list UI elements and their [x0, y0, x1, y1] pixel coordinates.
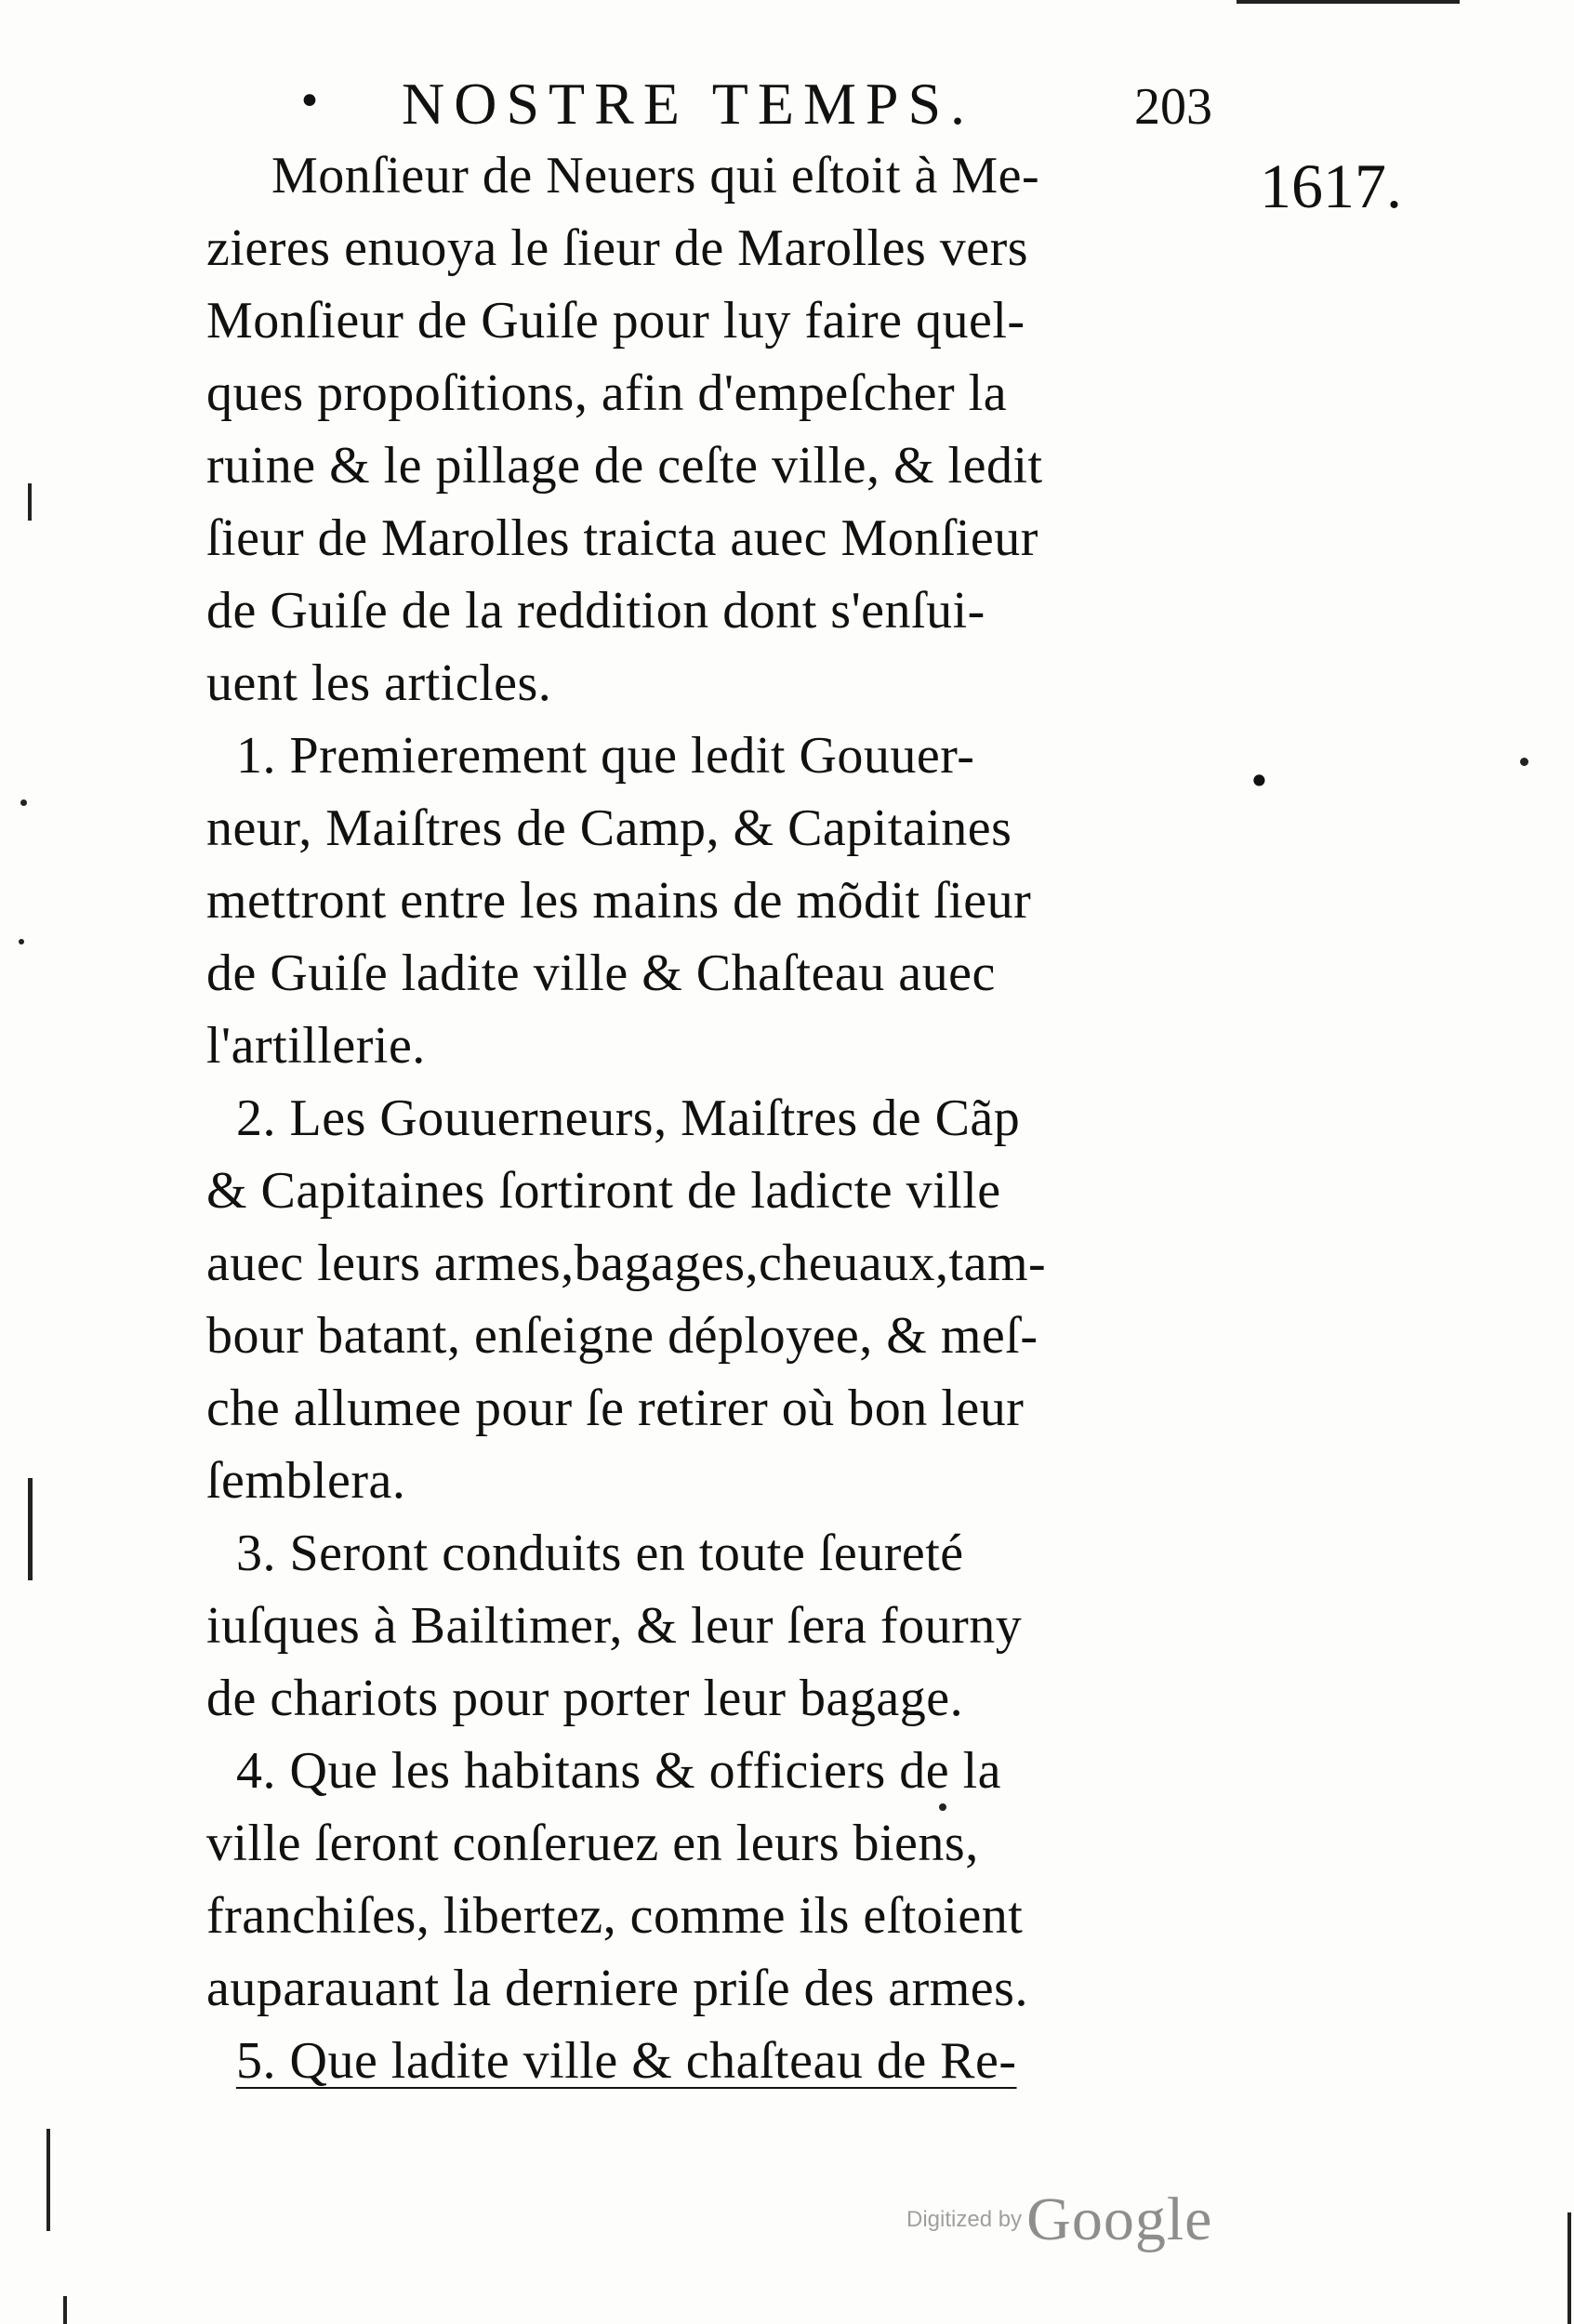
text-line: ques propoſitions, afin d'empeſcher la: [206, 364, 1008, 422]
article-1-line: 1. Premierement que ledit Gouuer-: [236, 727, 975, 785]
scan-speck: [1520, 758, 1528, 766]
scan-speck: [63, 2296, 67, 2324]
digitization-watermark: [906, 2185, 1212, 2268]
text-line: iuſques à Bailtimer, & leur ſera fourny: [206, 1597, 1023, 1655]
text-line: mettront entre les mains de mõdit ſieur: [206, 872, 1032, 930]
text-line: de Guiſe ladite ville & Chaſteau auec: [206, 944, 996, 1002]
margin-year-note: 1617.: [1260, 151, 1402, 221]
scan-speck: [1567, 2212, 1571, 2324]
text-line: auparauant la derniere priſe des armes.: [206, 1960, 1028, 2017]
text-line: l'artillerie.: [206, 1017, 426, 1075]
scan-speck: [19, 939, 24, 944]
article-2-line: 2. Les Gouuerneurs, Maiſtres de Cãp: [236, 1089, 1021, 1147]
article-3-line: 3. Seront conduits en toute ſeureté: [236, 1525, 964, 1582]
text-line: auec leurs armes,bagages,cheuaux,tam-: [206, 1235, 1047, 1292]
text-line: bour batant, enſeigne déployee, & meſ-: [206, 1307, 1038, 1365]
text-line: che allumee pour ſe retirer où bon leur: [206, 1380, 1025, 1437]
text-line: ſieur de Marolles traicta auec Monſieur: [206, 509, 1038, 567]
text-line: uent les articles.: [206, 654, 552, 712]
text-line: zieres enuoya le ſieur de Marolles vers: [206, 219, 1029, 277]
text-line: ruine & le pillage de ceſte ville, & ledit: [206, 437, 1043, 495]
scan-speck: [1237, 0, 1460, 4]
article-4-line: 4. Que les habitans & officiers de la: [236, 1742, 1002, 1800]
text-line: Monſieur de Guiſe pour luy faire quel-: [206, 292, 1025, 350]
article-5-line: 5. Que ladite ville & chaſteau de Re-: [236, 2032, 1017, 2090]
scan-speck: [939, 1803, 946, 1811]
page-number: 203: [1134, 78, 1212, 136]
google-logo: Google: [1026, 2185, 1213, 2253]
scan-speck: [46, 2129, 50, 2231]
text-line: ſemblera.: [206, 1452, 406, 1510]
text-line: ville ſeront conſeruez en leurs biens,: [206, 1815, 979, 1872]
text-line: franchiſes, libertez, comme ils eſtoient: [206, 1887, 1024, 1945]
page-header: [298, 58, 1246, 141]
running-title: NOSTRE TEMPS.: [402, 71, 975, 137]
header-ornament: •: [298, 78, 322, 125]
text-line: neur, Maiſtres de Camp, & Capitaines: [206, 799, 1012, 857]
scan-speck: [20, 799, 27, 806]
margin-dot: •: [1248, 759, 1271, 804]
scan-speck: [28, 1478, 33, 1580]
text-line: Monſieur de Neuers qui eſtoit à Me-: [271, 147, 1040, 205]
text-line: & Capitaines ſortiront de ladicte ville: [206, 1162, 1001, 1220]
text-line: de chariots pour porter leur bagage.: [206, 1670, 964, 1727]
scan-speck: [28, 483, 32, 521]
text-line: de Guiſe de la reddition dont s'enſui-: [206, 582, 985, 640]
body-text: [206, 139, 1248, 2097]
watermark-prefix: Digitized by: [906, 2207, 1023, 2232]
